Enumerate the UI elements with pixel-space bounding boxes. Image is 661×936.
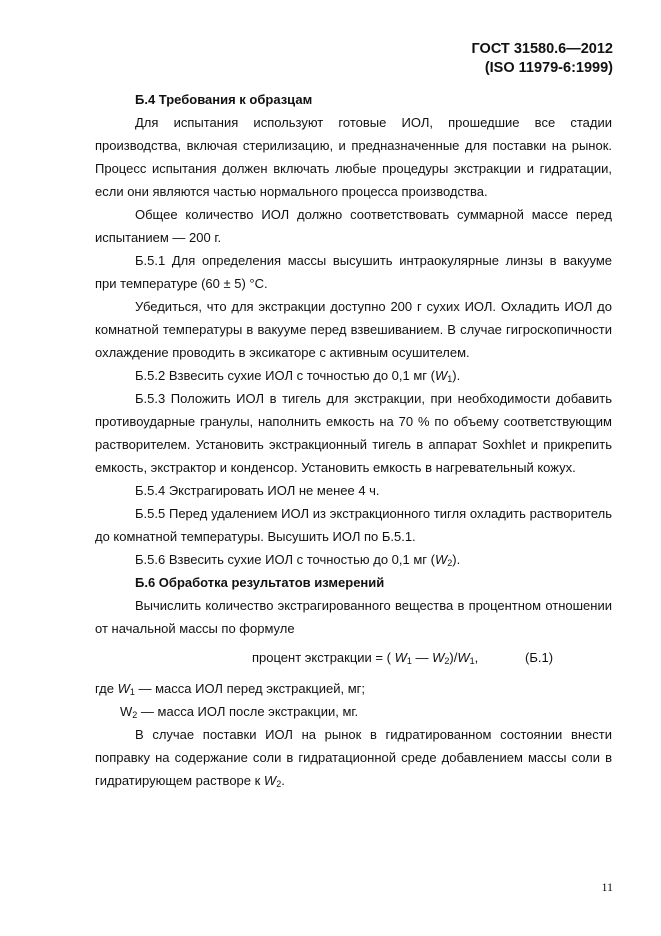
paragraph-b56: Б.5.6 Взвесить сухие ИОЛ с точностью до 0,1 мг $(W_2)$. [135, 552, 461, 568]
paragraph: Вычислить количество экстрагированного вещества в процентном отношении от начальной массы по формуле [95, 598, 612, 636]
standard-number: ГОСТ 31580.6—2012 [471, 41, 613, 57]
section-heading-b4: Б.4 Требования к образцам [135, 92, 313, 107]
paragraph: Для испытания используют готовые ИОЛ, прошедшие все стадии производства, включая стерилизацию, и предназначенные для поставки на рынок. Процесс испытания должен включать любые процедуры экстракции и гидратации, если они являются частью нормального процесса производства. [95, 115, 612, 199]
paragraph: Убедиться, что для экстракции доступно 200 г сухих ИОЛ. Охладить ИОЛ до комнатной температуры в вакууме перед взвешиванием. В случае гигроскопичности охлаждение проводить в эксикаторе с активным осушителем. [95, 299, 612, 360]
paragraph: Б.5.4 Экстрагировать ИОЛ не менее 4 ч. [135, 483, 380, 498]
paragraph: Б.5.1 Для определения массы высушить интраокулярные линзы в вакууме при температуре (60 ± 5) °С. [95, 253, 612, 291]
iso-reference: (ISO 11979-6:1999) [484, 60, 613, 76]
formula-b1 [95, 646, 612, 669]
paragraph-b52: Б.5.2 Взвесить сухие ИОЛ с точностью до 0,1 мг $(W_1)$. [135, 368, 461, 384]
paragraph: Б.5.3 Положить ИОЛ в тигель для экстракции, при необходимости добавить противоударные гранулы, наполнить емкость на 70 % по объему соответствующим растворителем. Установить экстракционный тигель в аппарат Soxhlet и прикрепить емкость, экстрактор и конденсор. Установить емкость в нагревательный кожух. [95, 391, 612, 475]
paragraph-correction: В случае поставки ИОЛ на рынок в гидратированном состоянии внести поправку на содержание соли в гидратационной среде добавлением массы соли в гидратирующем растворе к $W_2$. [95, 727, 612, 789]
variable-definition-w2: $W_2$ — масса ИОЛ после экстракции, мг. [120, 704, 359, 720]
document-body [95, 88, 612, 792]
variable-definition-w1: где $W_1$ — масса ИОЛ перед экстракцией, мг; [95, 681, 365, 697]
document-header [472, 40, 613, 78]
formula-number: (Б.1) [525, 650, 554, 665]
formula-expression: процент экстракции = ( $W_1$ — $W_2)/W_1$, [252, 650, 479, 666]
paragraph: Б.5.5 Перед удалением ИОЛ из экстракционного тигля охладить растворитель до комнатной температуры. Высушить ИОЛ по Б.5.1. [95, 506, 612, 544]
paragraph: Общее количество ИОЛ должно соответствовать суммарной массе перед испытанием — 200 г. [95, 207, 612, 245]
page-number: 11 [601, 880, 613, 894]
section-heading-b6: Б.6 Обработка результатов измерений [135, 575, 385, 590]
